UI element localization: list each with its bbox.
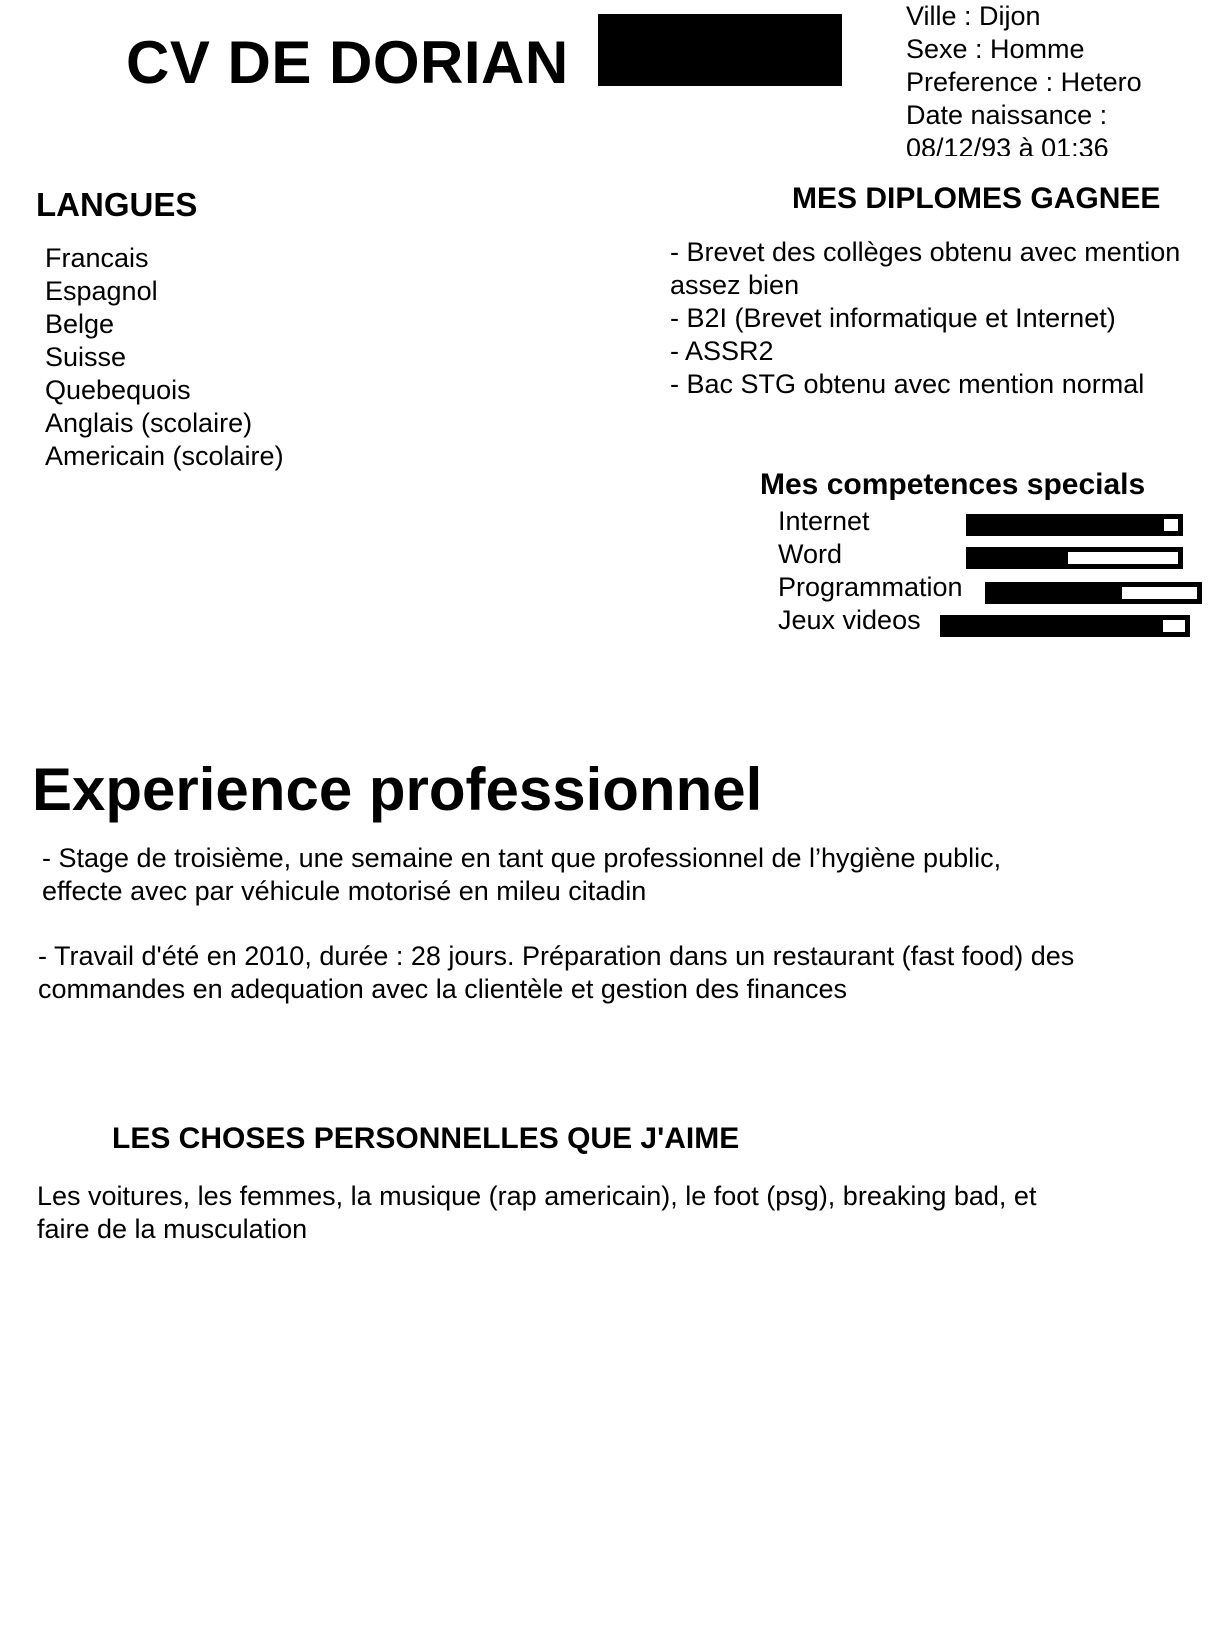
skill-bar-internet — [966, 514, 1183, 536]
langues-heading: LANGUES — [36, 186, 198, 223]
diplome-item: - B2I (Brevet informatique et Internet) — [670, 303, 1116, 333]
experience-item-1-line-2: effecte avec par véhicule motorisé en mileu citadin — [42, 876, 647, 906]
skill-label-word: Word — [778, 539, 843, 569]
skill-label-jeux-videos: Jeux videos — [778, 605, 921, 635]
langue-item: Quebequois — [45, 375, 191, 405]
skill-label-programmation: Programmation — [778, 572, 963, 602]
personal-info — [906, 0, 1206, 156]
experience-item-2: - Travail d'été en 2010, durée : 28 jours. Préparation dans un restaurant (fast food) des commandes en adequation avec la clientèle et gestion des finances — [38, 941, 1075, 1004]
langue-item: Belge — [45, 309, 115, 339]
page-title: CV DE DORIAN — [126, 29, 569, 96]
competences-heading: Mes competences specials — [760, 468, 1146, 501]
info-date-value: 08/12/93 à 01:36 — [906, 133, 1109, 156]
langue-item: Americain (scolaire) — [45, 441, 284, 471]
skill-bar-word — [966, 547, 1183, 569]
info-preference: Preference : Hetero — [906, 67, 1142, 97]
langue-item: Francais — [45, 243, 149, 273]
info-sexe: Sexe : Homme — [906, 34, 1085, 64]
info-date-label: Date naissance : — [906, 100, 1108, 130]
langue-item: Anglais (scolaire) — [45, 408, 253, 438]
langues-list — [45, 242, 284, 473]
skill-bar-programmation — [985, 582, 1202, 604]
experience-item-1 — [42, 842, 1142, 908]
langue-item: Espagnol — [45, 276, 158, 306]
diplome-item: - Bac STG obtenu avec mention normal — [670, 369, 1145, 399]
diplomes-list — [670, 236, 1215, 401]
experience-item-1-line-1: - Stage de troisième, une semaine en tant que professionnel de l’hygiène public, — [42, 843, 1002, 873]
redaction-block — [598, 14, 842, 86]
personnel-heading: LES CHOSES PERSONNELLES QUE J'AIME — [112, 1122, 740, 1155]
langue-item: Suisse — [45, 342, 127, 372]
skill-label-internet: Internet — [778, 506, 870, 536]
skill-bar-jeux-videos — [940, 615, 1190, 637]
diplomes-heading: MES DIPLOMES GAGNEE — [792, 182, 1161, 215]
personnel-text: Les voitures, les femmes, la musique (rap americain), le foot (psg), breaking bad, et faire de la musculation — [37, 1181, 1037, 1244]
diplome-item: - Brevet des collèges obtenu avec mention assez bien — [670, 237, 1181, 300]
info-ville: Ville : Dijon — [906, 1, 1041, 31]
experience-heading: Experience professionnel — [32, 756, 763, 823]
diplome-item: - ASSR2 — [670, 336, 774, 366]
